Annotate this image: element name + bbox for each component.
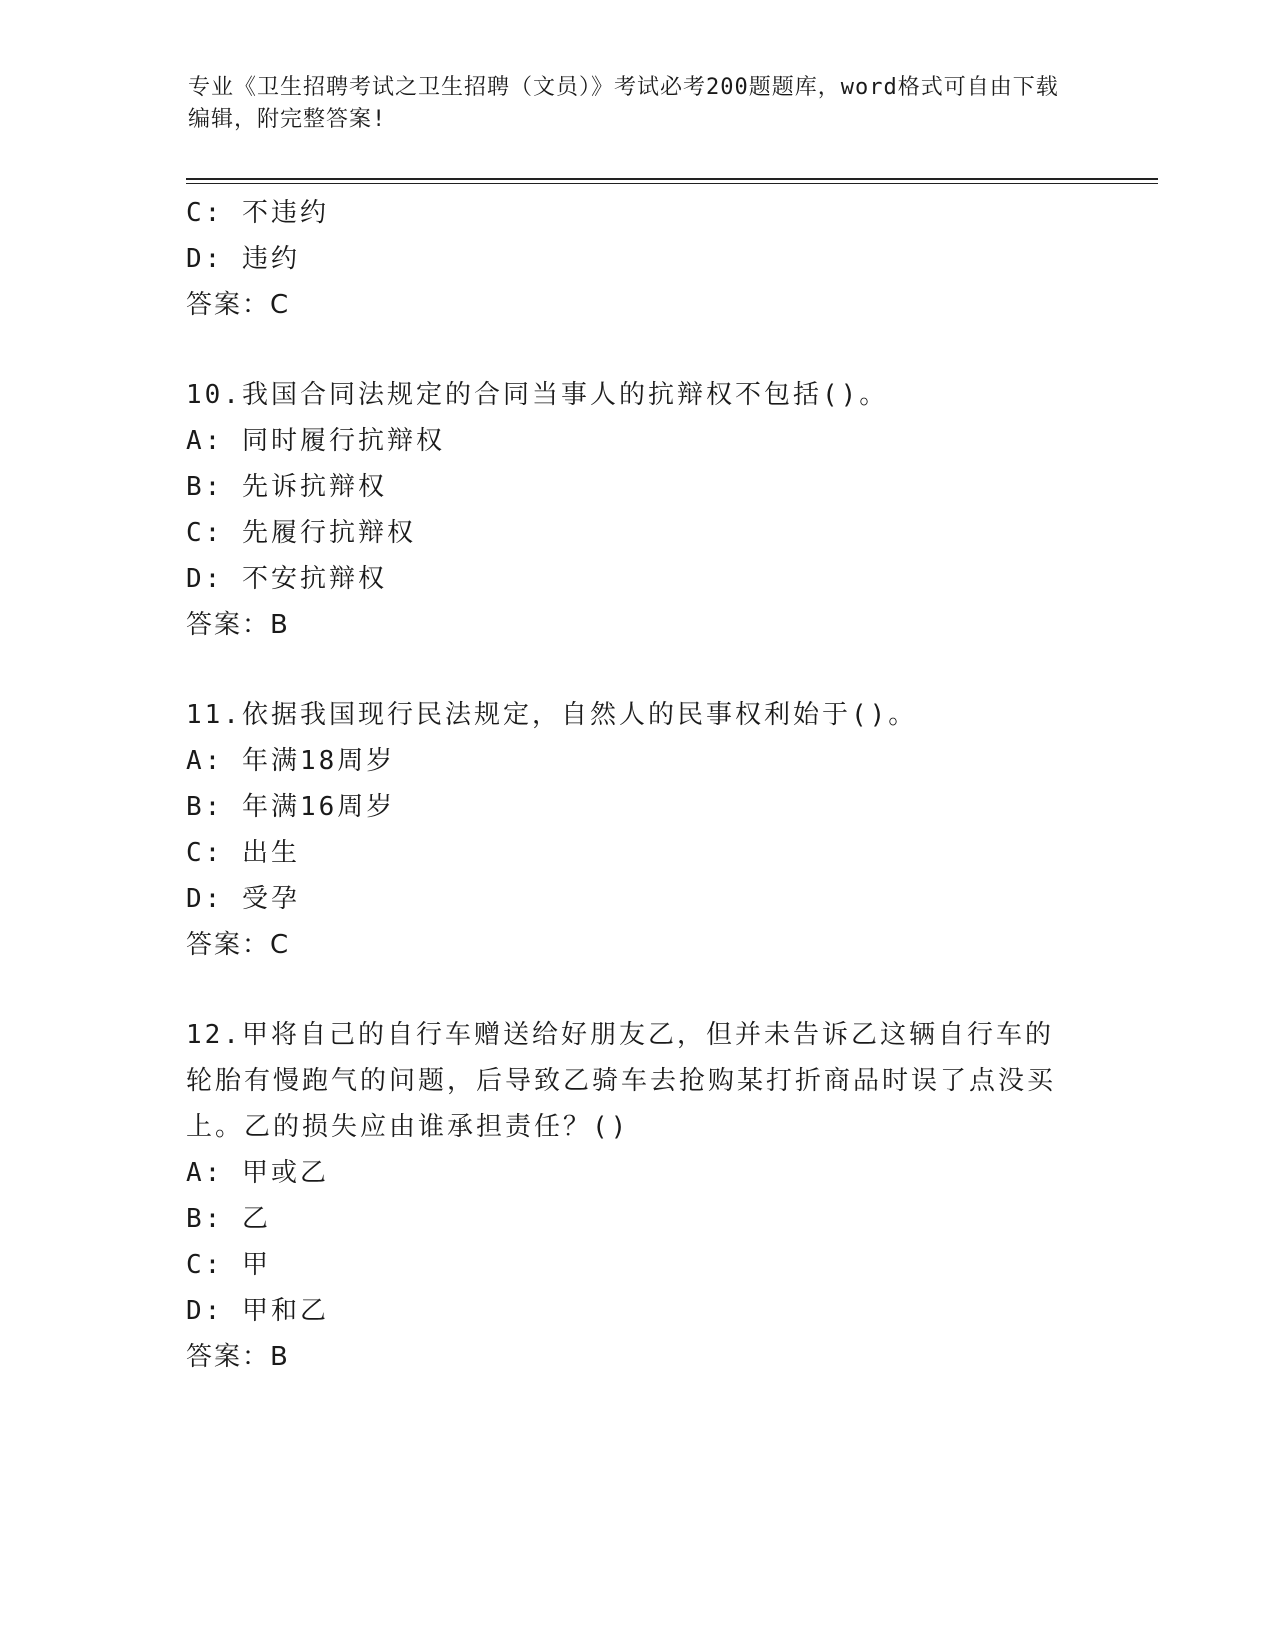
option-c: C: 出生: [186, 838, 300, 868]
document-header: 专业《卫生招聘考试之卫生招聘（文员）》考试必考200题题库，word格式可自由下载编辑，附完整答案!: [188, 75, 1059, 132]
answer: 答案：B: [186, 610, 290, 640]
option-b: B: 乙: [186, 1204, 271, 1234]
question-text: 12.甲将自己的自行车赠送给好朋友乙，但并未告诉乙这辆自行车的轮胎有慢跑气的问题，后导致乙骑车去抢购某打折商品时误了点没买上。乙的损失应由谁承担责任？(): [186, 1020, 1057, 1142]
option-d: D: 不安抗辩权: [186, 564, 387, 594]
question-11: [186, 692, 1086, 968]
header-divider: [186, 178, 1158, 184]
question-list: [186, 190, 1086, 1380]
option-c: C: 先履行抗辩权: [186, 518, 416, 548]
answer: 答案：C: [186, 290, 291, 320]
question-9-tail: [186, 190, 1086, 328]
question-text: 10.我国合同法规定的合同当事人的抗辩权不包括()。: [186, 380, 889, 410]
option-a: A: 同时履行抗辩权: [186, 426, 445, 456]
question-10: [186, 372, 1086, 648]
option-a: A: 年满18周岁: [186, 746, 396, 776]
answer: 答案：C: [186, 930, 291, 960]
option-c: C: 甲: [186, 1250, 271, 1280]
option-d: D: 违约: [186, 244, 300, 274]
question-text: 11.依据我国现行民法规定，自然人的民事权利始于()。: [186, 700, 918, 730]
option-d: D: 甲和乙: [186, 1296, 329, 1326]
option-b: B: 先诉抗辩权: [186, 472, 387, 502]
option-d: D: 受孕: [186, 884, 300, 914]
option-a: A: 甲或乙: [186, 1158, 329, 1188]
question-12: [186, 1012, 1086, 1380]
option-c: C: 不违约: [186, 198, 329, 228]
answer: 答案：B: [186, 1342, 290, 1372]
option-b: B: 年满16周岁: [186, 792, 396, 822]
